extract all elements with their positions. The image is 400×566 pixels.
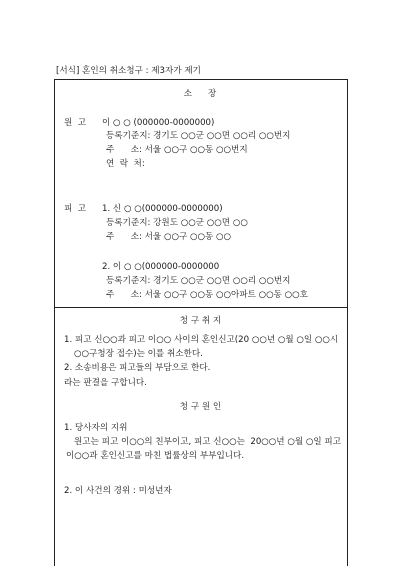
defendant-role: 피 고 [64, 204, 87, 214]
claim-purpose-line: 1. 피고 신○○과 피고 이○○ 사이의 혼인신고(20 ○○년 ○월 ○일 ○○시 [64, 335, 339, 345]
defendant-2-domicile: 등록기준지: 경기도 ○○군 ○○면 ○○리 ○○번지 [106, 276, 291, 286]
defendant-2-name: 2. 이 ○ ○(000000-0000000 [102, 262, 220, 272]
claim-cause-line: 이○○과 혼인신고를 마친 법률상의 부부입니다. [66, 451, 245, 461]
claim-cause-item-title: 1. 당사자의 지위 [64, 423, 128, 433]
claim-cause-line: 원고는 피고 이○○의 친부이고, 피고 신○○는 20○○년 ○월 ○일 피고 [74, 437, 342, 447]
defendant-2-address: 주 소: 서울 ○○구 ○○동 ○○아파트 ○○동 ○○호 [106, 290, 308, 300]
plaintiff-domicile: 등록기준지: 경기도 ○○군 ○○면 ○○리 ○○번지 [106, 131, 291, 141]
claim-purpose-line: 라는 판결을 구합니다. [64, 378, 147, 388]
form-title: [서식] 혼인의 취소청구 : 제3자가 제기 [56, 66, 201, 76]
plaintiff-name: 이 ○ ○ (000000-0000000) [102, 118, 215, 128]
divider [54, 307, 347, 308]
claim-purpose-line: ○○구청장 접수)는 이를 취소한다. [74, 349, 203, 359]
defendant-1-domicile: 등록기준지: 강원도 ○○군 ○○면 ○○ [106, 218, 248, 228]
document-title: 소 장 [183, 89, 218, 99]
claim-purpose-line: 2. 소송비용은 피고들의 부담으로 한다. [64, 363, 211, 373]
plaintiff-address: 주 소: 서울 ○○구 ○○동 ○○번지 [106, 145, 248, 155]
defendant-1-address: 주 소: 서울 ○○구 ○○동 ○○ [106, 232, 232, 242]
plaintiff-contact: 연 락 처: [106, 159, 145, 169]
claim-purpose-heading: 청 구 취 지 [179, 316, 222, 326]
defendant-1-name: 1. 신 ○ ○(000000-0000000) [102, 204, 223, 214]
claim-cause-heading: 청 구 원 인 [179, 402, 222, 412]
claim-cause-item-title: 2. 이 사건의 경위 : 미성년자 [64, 486, 172, 496]
plaintiff-role: 원 고 [64, 118, 87, 128]
